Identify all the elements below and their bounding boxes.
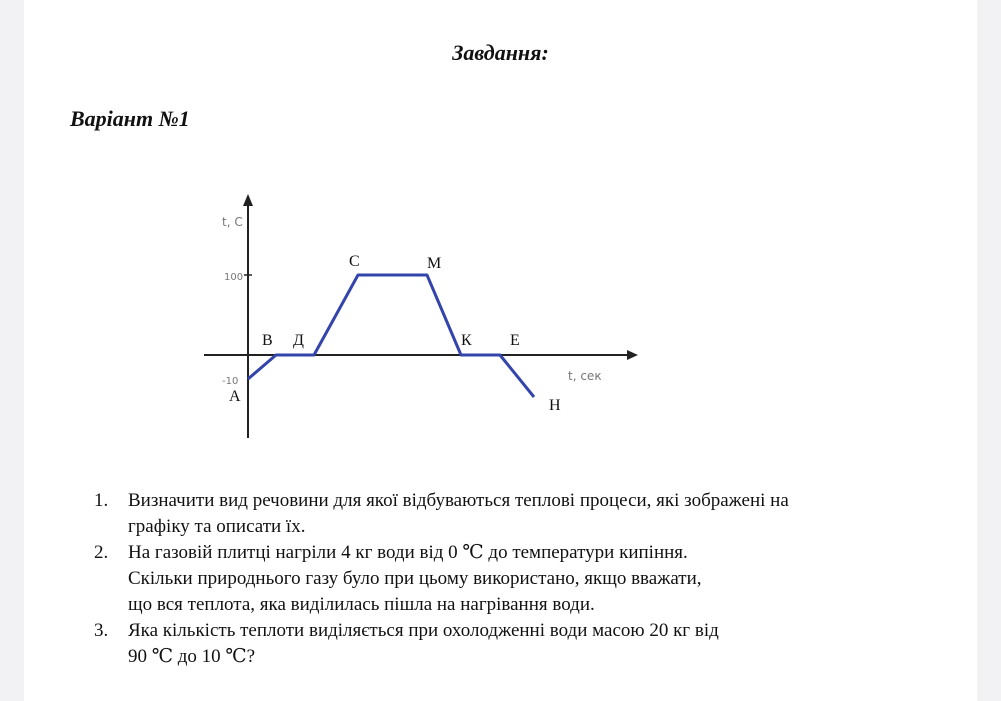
task-text-line: 90 ℃ до 10 ℃?: [128, 646, 256, 667]
task-text-line: Визначити вид речовини для якої відбуваються теплові процеси, які зображені на: [128, 490, 789, 511]
point-label-h: H: [549, 397, 561, 414]
task-item: [94, 540, 954, 618]
task-text-line: Скільки природнього газу було при цьому використано, якщо вважати,: [128, 568, 702, 589]
point-label-c: C: [349, 253, 360, 270]
document-page: [24, 0, 977, 701]
task-number: 2.: [94, 542, 109, 563]
task-text-line: Яка кількість теплоти виділяється при охолодженні води масою 20 кг від: [128, 620, 719, 641]
task-text-line: що вся теплота, яка виділилась пішла на нагрівання води.: [128, 594, 595, 615]
task-item: [94, 618, 954, 670]
point-label-k: К: [461, 332, 472, 349]
x-axis-arrow: [627, 350, 638, 360]
point-label-m: M: [427, 255, 442, 272]
y-axis-label: t, C: [222, 215, 243, 229]
point-label-b: B: [262, 332, 273, 349]
y-axis-arrow: [243, 194, 253, 206]
temperature-time-graph: [24, 0, 977, 480]
x-axis-label: t, сек: [568, 369, 602, 383]
variant-heading: Варіант №1: [70, 106, 190, 131]
task-text-line: графіку та описати їх.: [128, 516, 306, 537]
point-label-e: E: [510, 332, 520, 349]
point-label-d: Д: [293, 332, 304, 349]
tick-label-100: 100: [224, 272, 244, 283]
task-item: [94, 488, 954, 540]
page-title: Завдання:: [452, 40, 549, 65]
point-label-a: A: [229, 388, 241, 405]
task-text-line: На газовій плитці нагріли 4 кг води від 0 ℃ до температури кипіння.: [128, 542, 688, 563]
task-number: 1.: [94, 490, 109, 511]
tick-label-minus-10: -10: [222, 376, 239, 387]
task-number: 3.: [94, 620, 109, 641]
graph-line: [248, 275, 534, 397]
task-list: [94, 488, 954, 670]
